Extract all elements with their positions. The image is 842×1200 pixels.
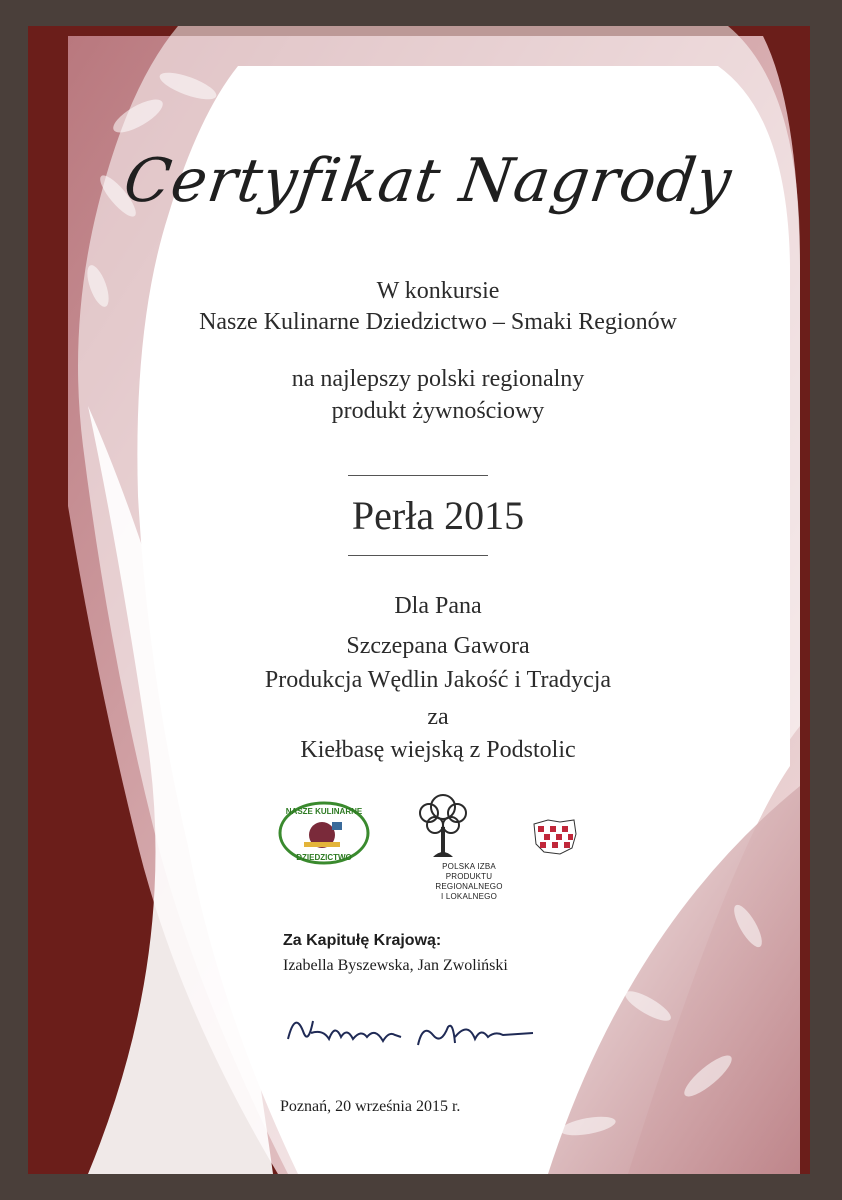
pizrl-logo-text xyxy=(432,862,506,902)
pizrl-tree-logo xyxy=(413,791,473,863)
pizrl-line-1: POLSKA IZBA xyxy=(442,862,496,871)
product-name: Kiełbasę wiejską z Podstolic xyxy=(300,737,576,763)
pizrl-line-2: PRODUKTU xyxy=(445,872,493,881)
contest-intro: W konkursie xyxy=(376,278,500,304)
signatures xyxy=(283,1001,553,1061)
recipient-prefix: Dla Pana xyxy=(394,593,482,619)
poland-map-logo xyxy=(530,816,580,858)
chapter-label: Za Kapitułę Krajową: xyxy=(283,932,442,949)
certificate-title: Certyfikat Nagrody xyxy=(119,146,737,216)
pizrl-line-4: I LOKALNEGO xyxy=(441,892,497,901)
pizrl-line-3: REGIONALNEGO xyxy=(435,882,503,891)
award-name: Perła 2015 xyxy=(351,493,525,538)
company-name: Produkcja Wędlin Jakość i Tradycja xyxy=(264,667,612,693)
nasze-kulinarne-dziedzictwo-logo xyxy=(276,798,372,868)
certificate xyxy=(28,26,810,1174)
ndk-logo-text-bottom: DZIEDZICTWO xyxy=(296,853,352,862)
recipient-name: Szczepana Gawora xyxy=(346,633,530,659)
contest-name: Nasze Kulinarne Dziedzictwo – Smaki Regionów xyxy=(199,309,677,335)
divider-top xyxy=(348,475,488,476)
ndk-logo-text-top: NASZE KULINARNE xyxy=(285,807,363,816)
for-word: za xyxy=(427,704,449,730)
contest-purpose-line1: na najlepszy polski regionalny xyxy=(291,366,585,392)
place-and-date: Poznań, 20 września 2015 r. xyxy=(280,1098,461,1115)
divider-bottom xyxy=(348,555,488,556)
contest-purpose-line2: produkt żywnościowy xyxy=(331,398,545,424)
chapter-members: Izabella Byszewska, Jan Zwoliński xyxy=(283,957,508,974)
